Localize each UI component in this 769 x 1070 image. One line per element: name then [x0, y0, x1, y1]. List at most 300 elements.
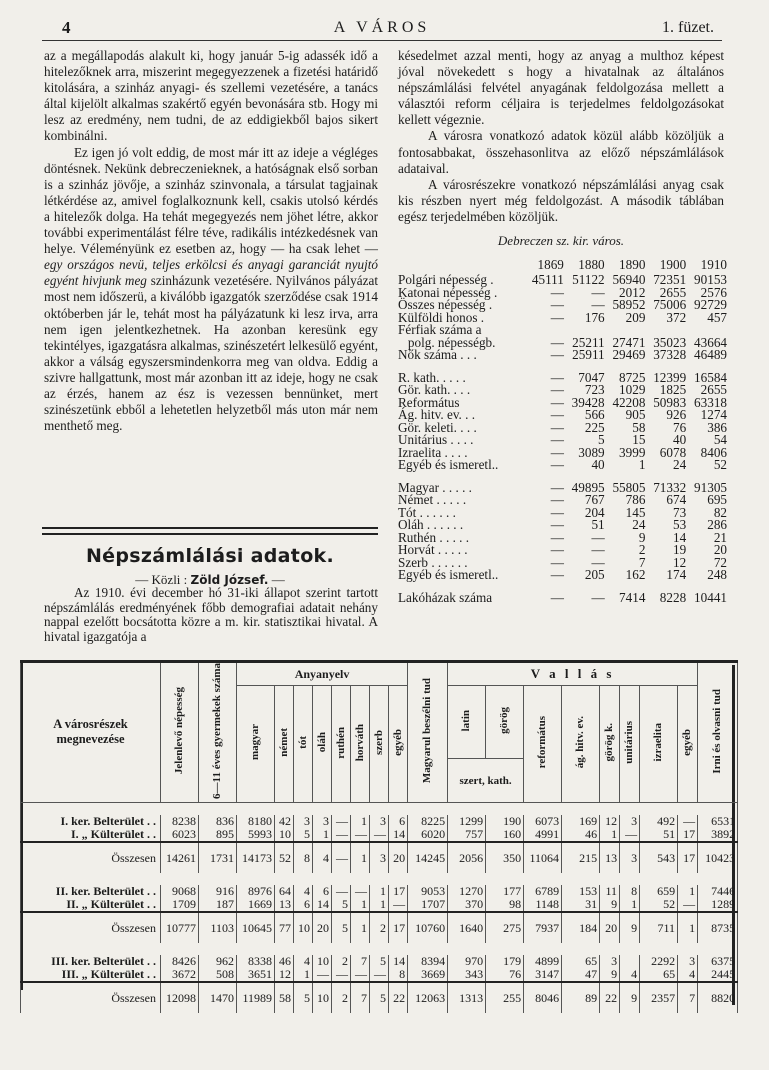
- total-row: [21, 982, 738, 1013]
- stat-value: 767: [584, 492, 605, 507]
- cell-value: —: [313, 968, 332, 982]
- year-label: 1880: [578, 257, 605, 272]
- cell-value: 3: [370, 815, 389, 828]
- stat-value: —: [550, 382, 564, 397]
- cell-value: —: [351, 885, 370, 898]
- stat-value: 55805: [612, 479, 646, 495]
- stat-value: 76: [672, 419, 687, 435]
- cell-value: 1: [600, 828, 620, 842]
- cell-value: 4: [294, 955, 313, 968]
- stat-value: —: [591, 589, 605, 605]
- header-rel-lutheran: ág. hitv. ev.: [562, 686, 600, 803]
- cell-value: 12063: [408, 982, 448, 1013]
- cell-value: 169: [562, 815, 600, 828]
- stat-value: —: [591, 542, 605, 557]
- row-label: Nők száma . . .: [398, 347, 477, 362]
- stat-value: 45111: [531, 272, 564, 287]
- header-district-name: A városrészek megnevezése: [21, 662, 161, 803]
- byline-prefix: — Közli :: [135, 572, 188, 587]
- cell-value: 9: [600, 968, 620, 982]
- cell-value: 10760: [408, 912, 448, 943]
- header-mt-magyar: magyar: [237, 686, 275, 803]
- stat-value: —: [550, 479, 564, 495]
- district-table-wrap: [20, 660, 736, 1010]
- stat-value: 7: [638, 554, 646, 570]
- cell-value: 7446: [698, 885, 738, 898]
- cell-value: —: [351, 828, 370, 842]
- cell-value: 7: [351, 982, 370, 1013]
- stat-value: 457: [707, 309, 727, 325]
- cell-value: 11989: [237, 982, 275, 1013]
- stat-value: 926: [666, 407, 687, 422]
- cell-value: 10777: [161, 912, 199, 943]
- row-label: Gör. kath. . . .: [398, 382, 471, 397]
- cell-value: 187: [199, 898, 237, 912]
- stat-value: 16584: [694, 369, 727, 385]
- article-intro: [44, 586, 378, 644]
- district-name: Összesen: [21, 842, 161, 873]
- header-speaks-hungarian: Magyarul beszélni tud: [408, 662, 448, 803]
- cell-value: —: [332, 815, 351, 828]
- cell-value: 2357: [640, 982, 678, 1013]
- stat-value: 72: [713, 554, 727, 570]
- stat-value: 24: [672, 457, 687, 472]
- stat-value: 42208: [612, 394, 646, 410]
- stat-value: —: [591, 529, 605, 545]
- cell-value: 5: [370, 955, 389, 968]
- cell-value: 9: [600, 898, 620, 912]
- stat-value: 8406: [700, 444, 727, 460]
- district-name: I. ker. Belterület . .: [21, 815, 161, 828]
- total-row: [21, 842, 738, 873]
- cell-value: —: [678, 898, 698, 912]
- byline-suffix: —: [271, 572, 285, 587]
- city-statistics-table: [398, 256, 728, 604]
- header-rel-other: egyéb: [678, 686, 698, 803]
- cell-value: 11064: [524, 842, 562, 873]
- cell-value: 1707: [408, 898, 448, 912]
- row-label: polg. népességb.: [398, 334, 496, 350]
- stat-value: 63318: [694, 394, 727, 410]
- header-mt-horvath: horváth: [351, 686, 370, 803]
- publication-title: A VÁROS: [333, 19, 431, 36]
- district-name: II. ker. Belterület . .: [21, 885, 161, 898]
- header-mt-olah: oláh: [313, 686, 332, 803]
- cell-value: 31: [562, 898, 600, 912]
- paragraph: késedelmet azzal menti, hogy az anyag a multhoz képest jóval növekedett s hogy a hivatalnak az általános népszámlálási felvétel anyagának feldolgozása mellett a választói reform céljaira is terjedelmes feldolgozásokat kellett végeznie.: [398, 48, 724, 128]
- cell-value: 20: [389, 842, 408, 873]
- row-label: Férfiak száma a: [398, 322, 482, 337]
- stat-value: 58952: [612, 297, 646, 312]
- total-row: [21, 912, 738, 943]
- cell-value: 46: [275, 955, 294, 968]
- stat-value: 2012: [619, 284, 646, 300]
- cell-value: 22: [389, 982, 408, 1013]
- stat-value: 1: [638, 457, 646, 472]
- stat-value: 386: [707, 419, 727, 435]
- cell-value: 7: [678, 982, 698, 1013]
- stat-value: 54: [713, 432, 727, 447]
- row-label: Katonai népesség .: [398, 284, 498, 300]
- cell-value: 962: [199, 955, 237, 968]
- stat-value: 174: [666, 567, 687, 582]
- cell-value: 3: [313, 815, 332, 828]
- row-label: Tót . . . . . .: [398, 504, 456, 520]
- cell-value: 1640: [448, 912, 486, 943]
- stat-value: —: [550, 567, 564, 582]
- cell-value: 4991: [524, 828, 562, 842]
- stat-value: 566: [584, 407, 605, 422]
- cell-value: 65: [562, 955, 600, 968]
- stat-value: —: [591, 554, 605, 570]
- stat-value: 786: [625, 492, 646, 507]
- row-label: Gör. keleti. . . .: [398, 419, 477, 435]
- stat-row: [398, 349, 728, 362]
- header-rel-greek: görög: [486, 686, 524, 759]
- stat-row: [398, 592, 728, 605]
- table-row: [21, 815, 738, 828]
- cell-value: 7: [351, 955, 370, 968]
- stat-value: 51: [591, 517, 605, 532]
- stat-value: 24: [632, 517, 646, 532]
- row-label: Lakóházak száma: [398, 589, 493, 605]
- stat-value: 53: [672, 517, 687, 532]
- stat-value: 204: [584, 504, 605, 520]
- cell-value: 6789: [524, 885, 562, 898]
- header-mt-nemet: német: [275, 686, 294, 803]
- stat-value: 205: [584, 567, 605, 582]
- cell-value: 10: [275, 828, 294, 842]
- paragraph: az a megállapodás alakult ki, hogy január 5-ig adassék idő a hitelezőknek arra, miszerint megegyezzenek a fizetési határidő kitolására, a szinház anyagi- és szellemi vezetésére, a tanács által kijelölt alkalmas szakértő egyén bevonására stb. Hogy mi lesz az eredmény, nem tudni, de az eddigiekből bajos sikert kombinálni.: [44, 48, 378, 144]
- cell-value: 42: [275, 815, 294, 828]
- cell-value: 8338: [237, 955, 275, 968]
- stat-value: —: [550, 589, 564, 605]
- issue-number: 1. füzet.: [662, 19, 714, 36]
- stat-value: 49895: [571, 479, 605, 495]
- cell-value: 9053: [408, 885, 448, 898]
- cell-value: 4: [678, 968, 698, 982]
- cell-value: —: [370, 968, 389, 982]
- stat-value: 71332: [653, 479, 687, 495]
- cell-value: 8394: [408, 955, 448, 968]
- cell-value: 77: [275, 912, 294, 943]
- cell-value: —: [332, 885, 351, 898]
- year-label: 1890: [619, 257, 646, 272]
- cell-value: 8426: [161, 955, 199, 968]
- stat-value: 905: [625, 407, 646, 422]
- row-label: Magyar . . . . .: [398, 479, 472, 495]
- cell-value: 8046: [524, 982, 562, 1013]
- stat-value: 162: [625, 567, 646, 582]
- cell-value: 6: [294, 898, 313, 912]
- stat-row: [398, 459, 728, 472]
- city-table-caption: Debreczen sz. kir. város.: [497, 233, 625, 248]
- stat-value: 286: [707, 517, 727, 532]
- cell-value: 8976: [237, 885, 275, 898]
- district-name: Összesen: [21, 912, 161, 943]
- stat-value: —: [550, 297, 564, 312]
- cell-value: 543: [640, 842, 678, 873]
- cell-value: 1103: [199, 912, 237, 943]
- cell-value: 1: [678, 885, 698, 898]
- stat-value: 56940: [612, 272, 646, 287]
- stat-value: 10441: [694, 589, 727, 605]
- header-rel-latin: latin: [448, 686, 486, 759]
- cell-value: 8: [294, 842, 313, 873]
- cell-value: 5: [294, 982, 313, 1013]
- cell-value: 8: [620, 885, 640, 898]
- cell-value: 1313: [448, 982, 486, 1013]
- stat-value: 2655: [700, 382, 727, 397]
- table-row: [21, 828, 738, 842]
- header-rel-unitarian: unitárius: [620, 686, 640, 803]
- stat-value: 35023: [653, 334, 687, 350]
- stat-value: 8725: [619, 369, 646, 385]
- cell-value: 17: [389, 912, 408, 943]
- stat-value: —: [550, 347, 564, 362]
- cell-value: 6023: [161, 828, 199, 842]
- row-label: Külföldi honos .: [398, 309, 485, 325]
- cell-value: 6: [313, 885, 332, 898]
- row-label: Izraelita . . . .: [398, 444, 468, 460]
- cell-value: 14: [389, 955, 408, 968]
- stat-value: 12: [672, 554, 687, 570]
- cell-value: 5: [332, 898, 351, 912]
- cell-value: 89: [562, 982, 600, 1013]
- divider: [42, 527, 378, 529]
- cell-value: —: [389, 898, 408, 912]
- header-mt-egyeb: egyéb: [389, 686, 408, 803]
- year-label: 1900: [659, 257, 687, 272]
- table-row: [21, 898, 738, 912]
- row-label: Egyéb és ismeretl..: [398, 567, 499, 582]
- cell-value: 153: [562, 885, 600, 898]
- stat-value: 40: [591, 457, 605, 472]
- row-label: Polgári népesség .: [398, 272, 494, 287]
- stat-value: 73: [672, 504, 687, 520]
- cell-value: 8238: [161, 815, 199, 828]
- row-label: Oláh . . . . . .: [398, 517, 464, 532]
- cell-value: 22: [600, 982, 620, 1013]
- row-label: Német . . . . .: [398, 492, 467, 507]
- stat-value: —: [550, 457, 564, 472]
- right-column: [398, 48, 724, 225]
- stat-value: 145: [625, 504, 646, 520]
- cell-value: 12: [600, 815, 620, 828]
- stat-value: 3089: [578, 444, 605, 460]
- stat-value: 39428: [571, 394, 605, 410]
- cell-value: 46: [562, 828, 600, 842]
- cell-value: 3: [294, 815, 313, 828]
- cell-value: 8180: [237, 815, 275, 828]
- paragraph: Az 1910. évi december hó 31-iki állapot szerint tartott népszámlálás eredményének főbb demografiai adatait nehány nappal ezelőtt bocsátotta közre a m. kir. statisztikai hivatal. A hivatal igazgatója a: [44, 585, 378, 644]
- row-label: Unitárius . . . .: [398, 432, 474, 447]
- cell-value: 64: [275, 885, 294, 898]
- stat-value: 1029: [619, 382, 646, 397]
- cell-value: 1: [351, 912, 370, 943]
- cell-value: 17: [389, 885, 408, 898]
- stat-value: —: [550, 542, 564, 557]
- stat-value: 82: [713, 504, 727, 520]
- cell-value: 13: [600, 842, 620, 873]
- cell-value: 3672: [161, 968, 199, 982]
- stat-value: 90153: [694, 272, 727, 287]
- cell-value: 350: [486, 842, 524, 873]
- cell-value: —: [620, 828, 640, 842]
- cell-value: 370: [448, 898, 486, 912]
- cell-value: 1: [678, 912, 698, 943]
- cell-value: 1709: [161, 898, 199, 912]
- cell-value: —: [332, 842, 351, 873]
- stat-value: 58: [632, 419, 646, 435]
- cell-value: 1731: [199, 842, 237, 873]
- cell-value: 3: [370, 842, 389, 873]
- cell-value: —: [351, 968, 370, 982]
- district-name: III. „ Külterület . .: [21, 968, 161, 982]
- cell-value: 8225: [408, 815, 448, 828]
- cell-value: 3651: [237, 968, 275, 982]
- cell-value: 9: [620, 912, 640, 943]
- cell-value: 52: [640, 898, 678, 912]
- stat-value: 7414: [619, 589, 646, 605]
- stat-value: —: [550, 554, 564, 570]
- stat-value: 27471: [612, 334, 646, 350]
- cell-value: 1: [351, 898, 370, 912]
- cell-value: 3669: [408, 968, 448, 982]
- table-row: [21, 968, 738, 982]
- divider: [42, 533, 378, 535]
- table-row: [21, 955, 738, 968]
- cell-value: 508: [199, 968, 237, 982]
- stat-value: 37328: [653, 347, 687, 362]
- stat-value: 8228: [659, 589, 687, 605]
- cell-value: 2: [332, 955, 351, 968]
- stat-value: 674: [666, 492, 687, 507]
- cell-value: 6375: [698, 955, 738, 968]
- stat-value: 40: [672, 432, 687, 447]
- stat-value: 46489: [694, 347, 727, 362]
- district-name: III. ker. Belterület . .: [21, 955, 161, 968]
- cell-value: 6: [389, 815, 408, 828]
- paragraph: [44, 145, 378, 435]
- cell-value: 255: [486, 982, 524, 1013]
- cell-value: 1148: [524, 898, 562, 912]
- cell-value: 836: [199, 815, 237, 828]
- paragraph: A városra vonatkozó adatok közül alább közöljük a fontosabbakat, összehasonlitva az előző népszámlálások adataival.: [398, 128, 724, 176]
- cell-value: 2445: [698, 968, 738, 982]
- header-mt-tot: tót: [294, 686, 313, 803]
- stat-value: —: [550, 284, 564, 300]
- cell-value: 916: [199, 885, 237, 898]
- stat-value: 248: [707, 567, 727, 582]
- stat-value: 91305: [694, 479, 727, 495]
- stat-value: 209: [625, 309, 646, 325]
- cell-value: 13: [275, 898, 294, 912]
- cell-value: 14245: [408, 842, 448, 873]
- header-rel-jewish: izraelita: [640, 686, 678, 803]
- stat-value: —: [550, 444, 564, 460]
- row-label: Ág. hitv. ev. . .: [398, 407, 476, 422]
- stat-value: 20: [713, 542, 727, 557]
- cell-value: —: [370, 828, 389, 842]
- cell-value: —: [678, 815, 698, 828]
- cell-value: 5993: [237, 828, 275, 842]
- cell-value: 5: [332, 912, 351, 943]
- cell-value: 51: [640, 828, 678, 842]
- row-label: Református: [398, 394, 460, 410]
- table-row: [21, 885, 738, 898]
- cell-value: 1: [620, 898, 640, 912]
- cell-value: 184: [562, 912, 600, 943]
- cell-value: 1299: [448, 815, 486, 828]
- year-label: 1869: [537, 257, 564, 272]
- cell-value: 10: [313, 982, 332, 1013]
- year-label: 1910: [700, 257, 727, 272]
- cell-value: 215: [562, 842, 600, 873]
- cell-value: 3: [620, 815, 640, 828]
- cell-value: 9068: [161, 885, 199, 898]
- stat-value: —: [550, 517, 564, 532]
- stat-value: 19: [672, 542, 687, 557]
- cell-value: 1: [351, 815, 370, 828]
- cell-value: 343: [448, 968, 486, 982]
- stat-value: 75006: [653, 297, 687, 312]
- stat-value: —: [550, 407, 564, 422]
- cell-value: 3892: [698, 828, 738, 842]
- stat-value: —: [550, 309, 564, 325]
- article-title: Népszámlálási adatok.: [85, 545, 334, 567]
- cell-value: 1: [294, 968, 313, 982]
- stat-value: 25211: [572, 334, 605, 350]
- stat-value: 29469: [612, 347, 646, 362]
- row-label: Ruthén . . . . .: [398, 529, 470, 545]
- cell-value: 2: [370, 912, 389, 943]
- cell-value: 5: [294, 828, 313, 842]
- stat-value: 3999: [619, 444, 646, 460]
- cell-value: 659: [640, 885, 678, 898]
- cell-value: 58: [275, 982, 294, 1013]
- stat-value: 176: [584, 309, 605, 325]
- cell-value: 1: [313, 828, 332, 842]
- cell-value: 14: [313, 898, 332, 912]
- cell-value: 10: [294, 912, 313, 943]
- stat-value: 50983: [653, 394, 687, 410]
- row-label: Szerb . . . . . .: [398, 554, 468, 570]
- row-label: Összes népesség .: [398, 297, 493, 312]
- stat-value: 43664: [694, 334, 727, 350]
- cell-value: 2292: [640, 955, 678, 968]
- cell-value: 2056: [448, 842, 486, 873]
- cell-value: 5: [370, 982, 389, 1013]
- row-label: Horvát . . . . .: [398, 542, 468, 557]
- cell-value: —: [332, 968, 351, 982]
- header-rel-reformed: református: [524, 686, 562, 803]
- cell-value: 1289: [698, 898, 738, 912]
- cell-value: 52: [275, 842, 294, 873]
- cell-value: 8735: [698, 912, 738, 943]
- cell-value: 1669: [237, 898, 275, 912]
- cell-value: 1: [370, 885, 389, 898]
- italic-phrase: egy országos nevü, teljes erkölcsi és anyagi garanciát nyujtó egyént hivjunk meg: [44, 257, 378, 289]
- cell-value: 14173: [237, 842, 275, 873]
- stat-value: 15: [632, 432, 646, 447]
- cell-value: 3: [678, 955, 698, 968]
- stat-value: 52: [713, 457, 727, 472]
- paragraph-text: szinházunk vezetésére. Nyilvános pályázat most nem időszerü, a kiválóbb igazgatók szerződése csak 1914 októberben jár le, tehát most ha pályázatunk ki lesz irva, arra nem igen jelentkezhetnek. Ha azonban keresünk egy tekintélyes, igazgatásra alkalmas, szinészetért lelkesülő egyént, akkor a válság egyszersmindenkorra meg van oldva. Eddig a szivre hallgattunk, most már azonban itt az ideje, hogy ne csak az érzés, hanem az ész is vezessen bennünket, mert szinészetünk ebből a lehetetlen helyzetből más uton már nem menthető meg.: [44, 273, 378, 434]
- district-name: I. „ Külterület . .: [21, 828, 161, 842]
- cell-value: 20: [313, 912, 332, 943]
- cell-value: 11: [600, 885, 620, 898]
